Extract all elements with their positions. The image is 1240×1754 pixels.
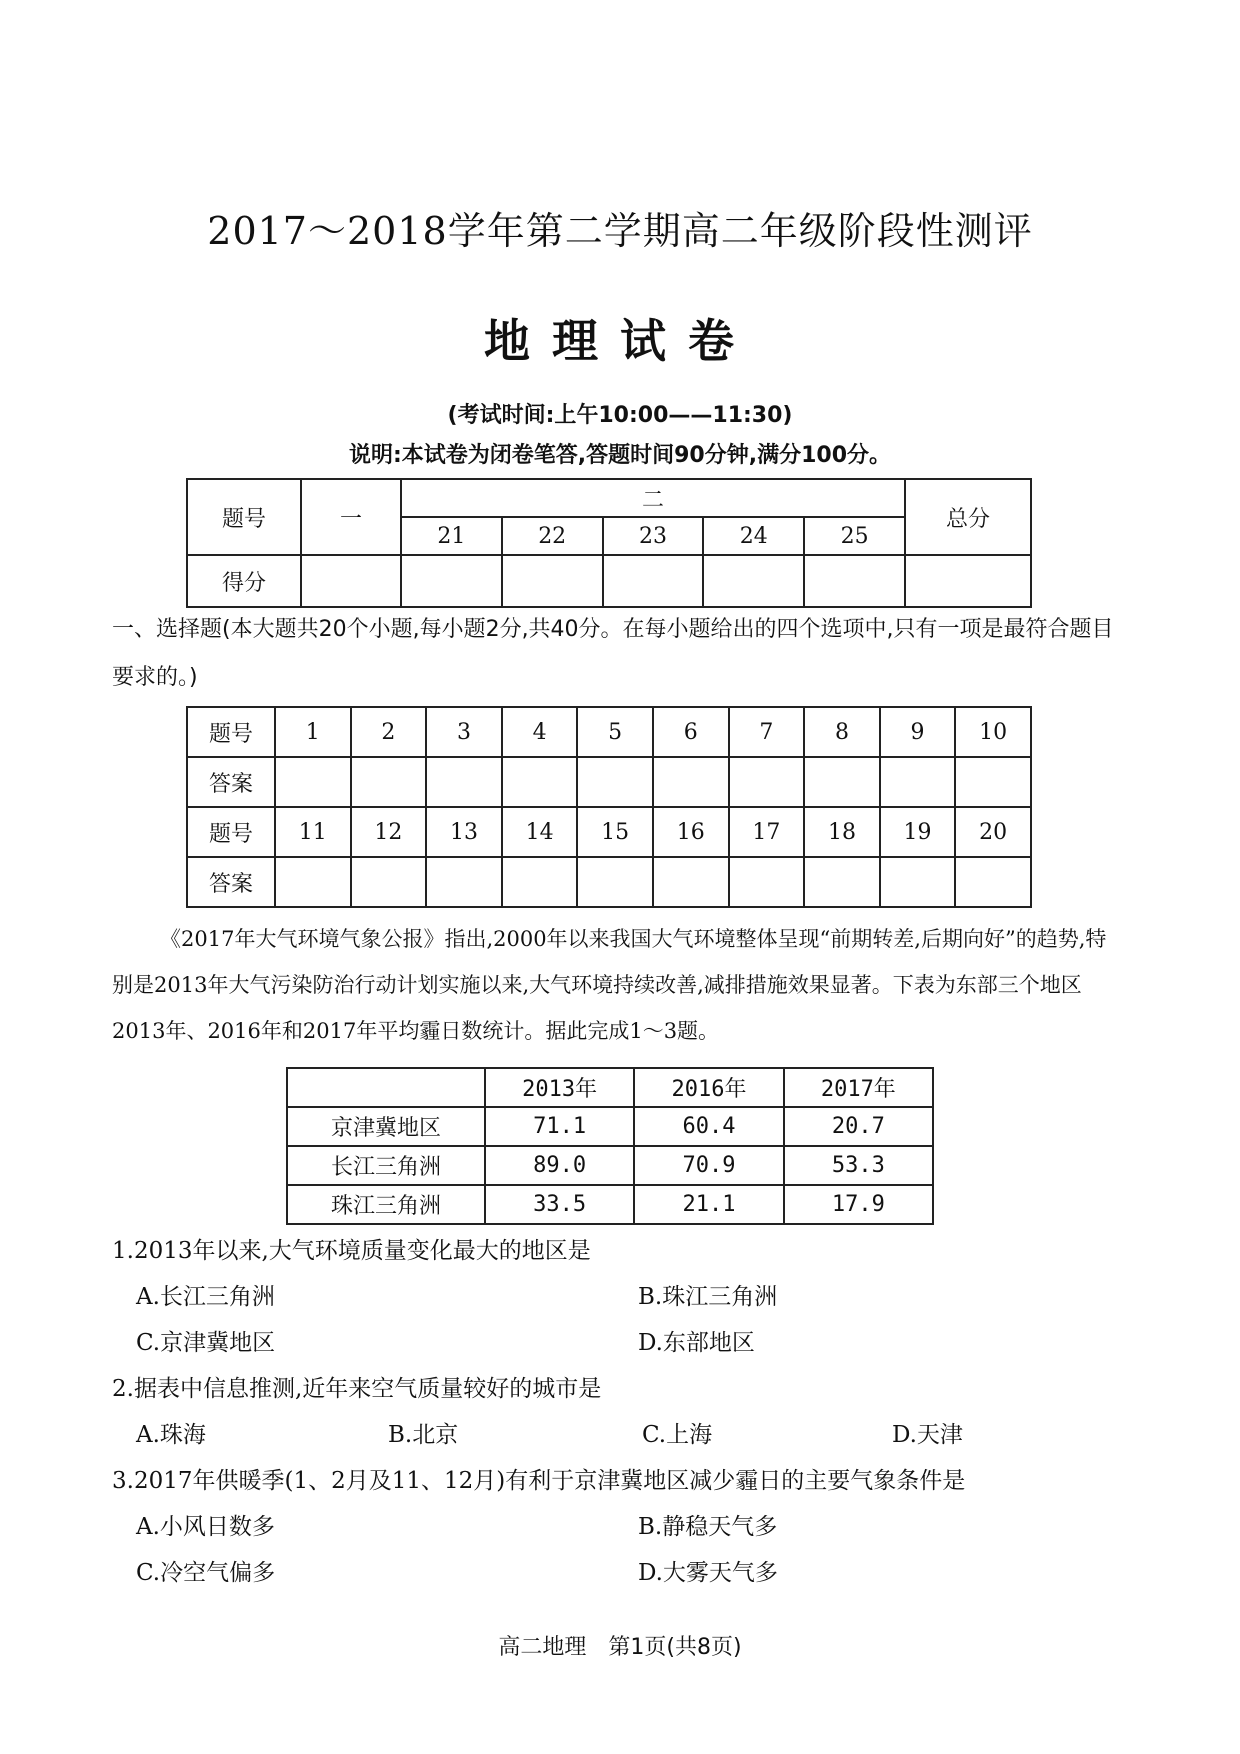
score-table [186,478,1032,608]
question-number: 14 [502,807,578,857]
question-2-option-d[interactable]: D.天津 [892,1422,963,1448]
score-label-score: 得分 [187,555,301,607]
answer-cell[interactable] [880,757,956,807]
question-3-option-b[interactable]: B.静稳天气多 [638,1514,778,1540]
question-number: 5 [577,707,653,757]
score-cell[interactable] [905,555,1031,607]
question-number: 11 [275,807,351,857]
score-sub-item: 22 [502,517,603,555]
question-number: 9 [880,707,956,757]
score-sub-item: 24 [703,517,804,555]
answer-cell[interactable] [275,757,351,807]
score-cell[interactable] [401,555,502,607]
haze-region: 长江三角洲 [287,1146,485,1185]
haze-region: 珠江三角洲 [287,1185,485,1224]
question-number: 18 [804,807,880,857]
answer-cell[interactable] [955,757,1031,807]
haze-value: 21.1 [634,1185,783,1224]
answer-cell[interactable] [275,857,351,907]
answer-cell[interactable] [804,757,880,807]
answer-label-answer: 答案 [187,757,275,807]
question-1-option-b[interactable]: B.珠江三角洲 [638,1284,778,1310]
exam-title: 2017～2018学年第二学期高二年级阶段性测评 [207,209,1033,253]
haze-col-header: 2016年 [634,1068,783,1107]
question-number: 6 [653,707,729,757]
answer-table [186,706,1032,908]
score-cell[interactable] [502,555,603,607]
question-3-stem: 3.2017年供暖季(1、2月及11、12月)有利于京津冀地区减少霾日的主要气象条件是 [112,1468,966,1494]
haze-value: 71.1 [485,1107,634,1146]
answer-cell[interactable] [351,857,427,907]
answer-label-question: 题号 [187,807,275,857]
answer-cell[interactable] [502,757,578,807]
answer-row-2 [187,857,1031,907]
question-1-option-d[interactable]: D.东部地区 [638,1330,755,1356]
question-1-option-c[interactable]: C.京津冀地区 [136,1330,276,1356]
haze-row [287,1107,933,1146]
question-2-option-c[interactable]: C.上海 [642,1422,713,1448]
score-cell[interactable] [603,555,704,607]
question-number: 13 [426,807,502,857]
answer-cell[interactable] [955,857,1031,907]
haze-value: 33.5 [485,1185,634,1224]
haze-value: 17.9 [784,1185,933,1224]
score-cell[interactable] [703,555,804,607]
score-part-two: 二 [401,479,905,517]
question-2-stem: 2.据表中信息推测,近年来空气质量较好的城市是 [112,1376,602,1402]
exam-note: 说明:本试卷为闭卷笔答,答题时间90分钟,满分100分。 [348,443,892,468]
answer-cell[interactable] [729,757,805,807]
haze-col-header: 2013年 [485,1068,634,1107]
score-part-one: 一 [301,479,401,555]
question-number: 16 [653,807,729,857]
answer-cell[interactable] [502,857,578,907]
question-number: 8 [804,707,880,757]
score-sub-item: 21 [401,517,502,555]
question-number: 1 [275,707,351,757]
score-total: 总分 [905,479,1031,555]
question-number: 12 [351,807,427,857]
answer-cell[interactable] [577,857,653,907]
question-2-option-b[interactable]: B.北京 [388,1422,459,1448]
question-number: 19 [880,807,956,857]
score-sub-item: 23 [603,517,704,555]
haze-value: 20.7 [784,1107,933,1146]
answer-cell[interactable] [653,857,729,907]
reading-passage: 《2017年大气环境气象公报》指出,2000年以来我国大气环境整体呈现“前期转差,后期向好”的趋势,特别是2013年大气污染防治行动计划实施以来,大气环境持续改善,减排措施效果显著。下表为东部三个地区2013年、2016年和2017年平均霾日数统计。据此完成1～3题。 [112,927,1107,1043]
question-number: 15 [577,807,653,857]
answer-cell[interactable] [729,857,805,907]
answer-label-question: 题号 [187,707,275,757]
answer-cell[interactable] [804,857,880,907]
section-one-instructions: 一、选择题(本大题共20个小题,每小题2分,共40分。在每小题给出的四个选项中,只有一项是最符合题目要求的。) [112,617,1114,690]
question-number: 4 [502,707,578,757]
question-3-option-d[interactable]: D.大雾天气多 [638,1560,778,1586]
score-label-question: 题号 [187,479,301,555]
score-sub-item: 25 [804,517,905,555]
haze-value: 70.9 [634,1146,783,1185]
question-number: 17 [729,807,805,857]
haze-header-row [287,1068,933,1107]
question-1-option-a[interactable]: A.长江三角洲 [136,1284,275,1310]
answer-cell[interactable] [426,757,502,807]
answer-question-row-1 [187,707,1031,757]
question-number: 2 [351,707,427,757]
answer-row-1 [187,757,1031,807]
question-3-option-a[interactable]: A.小风日数多 [136,1514,275,1540]
question-1-stem: 1.2013年以来,大气环境质量变化最大的地区是 [112,1238,591,1264]
question-number: 3 [426,707,502,757]
answer-cell[interactable] [577,757,653,807]
haze-days-table [286,1067,934,1225]
question-number: 7 [729,707,805,757]
question-3-option-c[interactable]: C.冷空气偏多 [136,1560,276,1586]
haze-row [287,1146,933,1185]
score-cell[interactable] [804,555,905,607]
haze-value: 89.0 [485,1146,634,1185]
haze-value: 60.4 [634,1107,783,1146]
answer-cell[interactable] [426,857,502,907]
score-cell[interactable] [301,555,401,607]
haze-col-header: 2017年 [784,1068,933,1107]
haze-corner [287,1068,485,1107]
haze-region: 京津冀地区 [287,1107,485,1146]
answer-cell[interactable] [880,857,956,907]
answer-question-row-2 [187,807,1031,857]
question-number: 10 [955,707,1031,757]
question-number: 20 [955,807,1031,857]
answer-label-answer: 答案 [187,857,275,907]
answer-cell[interactable] [653,757,729,807]
answer-cell[interactable] [351,757,427,807]
haze-value: 53.3 [784,1146,933,1185]
page-footer: 高二地理 第1页(共8页) [498,1635,742,1660]
exam-time: (考试时间:上午10:00——11:30) [447,403,793,428]
exam-subtitle: 地理试卷 [484,314,756,368]
haze-row [287,1185,933,1224]
question-2-option-a[interactable]: A.珠海 [136,1422,206,1448]
